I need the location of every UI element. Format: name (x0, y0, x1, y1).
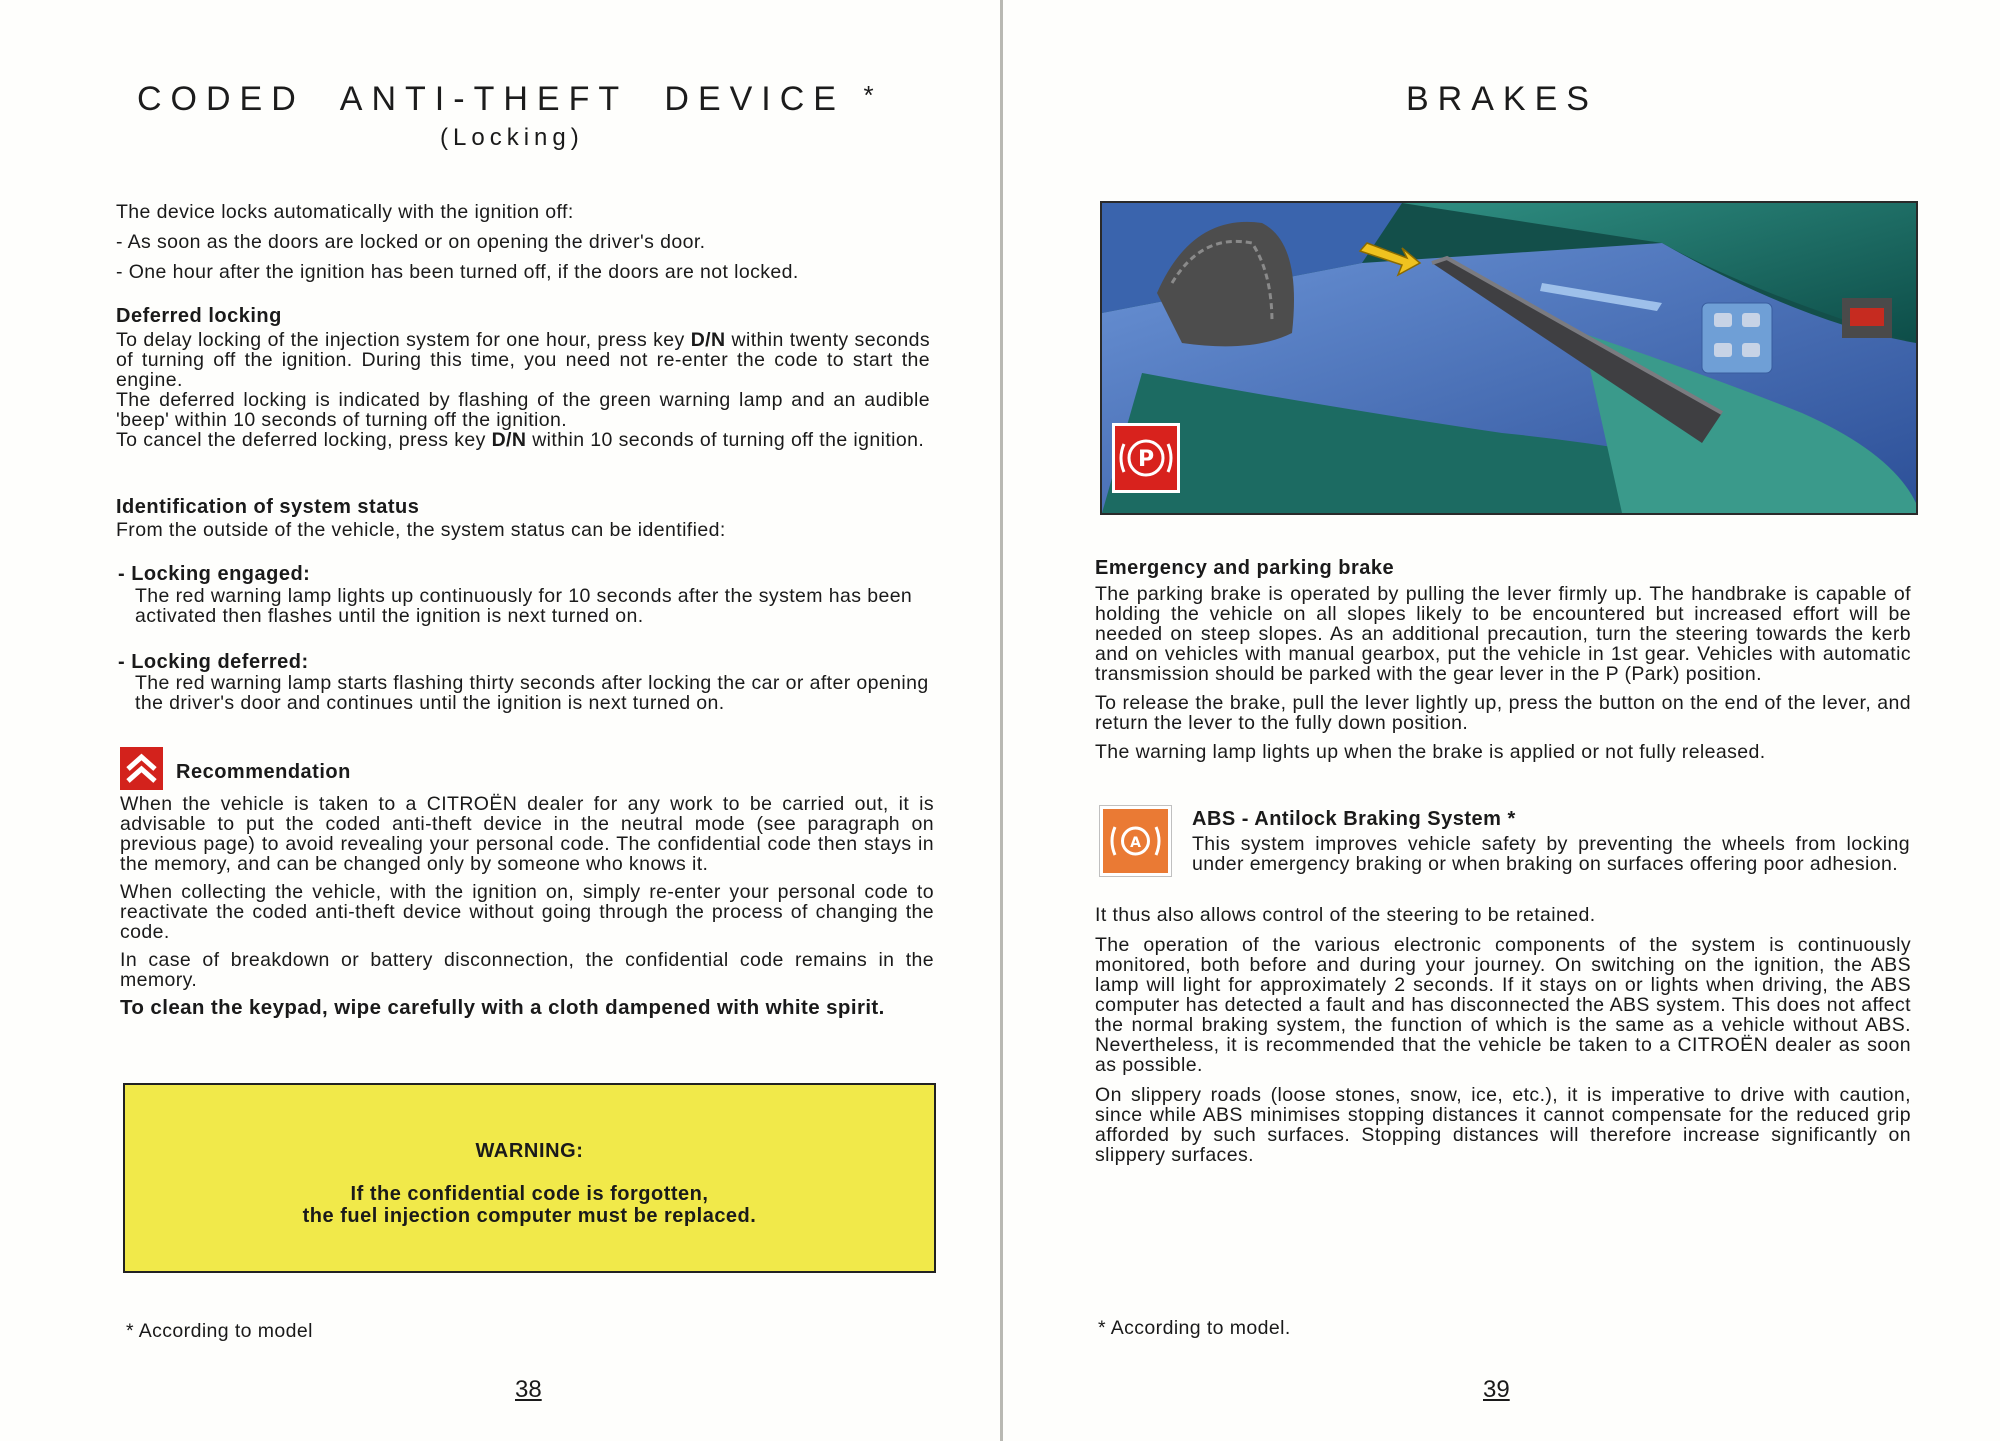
page-subtitle: (Locking) (440, 124, 584, 151)
emergency-text: The parking brake is operated by pulling the lever firmly up. The handbrake is capable of holding the vehicle on all slopes likely to be encountered but increased effort will be needed on steep slopes. As an additional precaution, turn the steering towards the kerb and on vehicles with manual gearbox, put the vehicle in 1st gear. Vehicles with automatic transmission should be parked with the gear lever in the P (Park) position. To release the brake, pull the lever lightly up, press the button on the end of the lever, and return the lever to the fully down position. The warning lamp lights up when the brake is applied or not fully released. (1095, 583, 1911, 763)
abs-heading: ABS - Antilock Braking System * (1192, 808, 1516, 830)
emergency-heading: Emergency and parking brake (1095, 557, 1395, 579)
page-title: CODED ANTI-THEFT DEVICE * (137, 80, 883, 118)
abs-intro-text: This system improves vehicle safety by preventing the wheels from locking under emergency braking or when braking on surfaces offering poor adhesion. (1192, 833, 1910, 875)
warning-line-1: If the confidential code is forgotten, (350, 1183, 709, 1205)
warning-box (123, 1083, 936, 1273)
page-number: 38 (515, 1376, 542, 1403)
citroen-chevron-icon (120, 747, 163, 790)
identification-text: From the outside of the vehicle, the system status can be identified: (116, 519, 726, 541)
right-page (1003, 0, 2000, 1441)
locking-engaged-text: The red warning lamp lights up continuously for 10 seconds after the system has been activated then flashes until the ignition is next turned on. (135, 585, 913, 627)
abs-warning-icon (1100, 806, 1171, 876)
deferred-locking-heading: Deferred locking (116, 305, 282, 327)
warning-title: WARNING: (475, 1140, 584, 1162)
handbrake-illustration (1100, 201, 1918, 515)
intro-text: The device locks automatically with the ignition off: - As soon as the doors are locked or on opening the driver's door. - One hour after the ignition has been turned off, if the doors are not locked. (116, 201, 799, 283)
recommendation-text: When the vehicle is taken to a CITROËN dealer for any work to be carried out, it is advisable to put the coded anti-theft device in the neutral mode (see paragraph on previous page) to avoid revealing your personal code. The confidential code then stays in the memory, and can be changed only by someone who knows it. When collecting the vehicle, with the ignition on, simply re-enter your personal code to reactivate the coded anti-theft device without going through the process of changing the code. In case of breakdown or battery disconnection, the confidential code remains in the memory. To clean the keypad, wipe carefully with a cloth dampened with white spirit. (120, 793, 934, 1019)
deferred-locking-text: To delay locking of the injection system for one hour, press key D/N within twenty seconds of turning off the ignition. During this time, you need not re-enter the code to start the engine. The deferred locking is indicated by flashing of the green warning lamp and an audible 'beep' within 10 seconds of turning off the ignition. To cancel the deferred locking, press key D/N within 10 seconds of turning off the ignition. (116, 329, 930, 451)
svg-text:P: P (1137, 447, 1155, 472)
svg-text:A: A (1130, 835, 1141, 851)
page-title: BRAKES (1406, 80, 1598, 118)
abs-text: It thus also allows control of the steering to be retained. The operation of the various electronic components of the system is continuously monitored, both before and during your journey. On switching on the ignition, the ABS lamp will light for approximately 2 seconds. If it stays on or lights when driving, the ABS computer has detected a fault and has disconnected the ABS system. This does not affect the normal braking system, the function of which is the same as a vehicle without ABS. Nevertheless, it is recommended that the vehicle be taken to a CITROËN dealer as soon as possible. On slippery roads (loose stones, snow, ice, etc.), it is imperative to drive with caution, since while ABS minimises stopping distances it cannot compensate for the reduced grip afforded by such surfaces. Stopping distances will therefore increase significantly on slippery surfaces. (1095, 904, 1911, 1166)
parking-brake-warning-icon (1112, 423, 1180, 493)
identification-heading: Identification of system status (116, 496, 420, 518)
warning-line-2: the fuel injection computer must be replaced. (302, 1205, 757, 1227)
page-number: 39 (1483, 1376, 1510, 1403)
recommendation-heading: Recommendation (176, 761, 351, 783)
footnote: * According to model. (1098, 1317, 1291, 1339)
locking-deferred-text: The red warning lamp starts flashing thirty seconds after locking the car or after opening the driver's door and continues until the ignition is next turned on. (135, 672, 929, 714)
footnote: * According to model (126, 1320, 313, 1342)
locking-deferred-heading: - Locking deferred: (118, 651, 309, 673)
locking-engaged-heading: - Locking engaged: (118, 563, 311, 585)
